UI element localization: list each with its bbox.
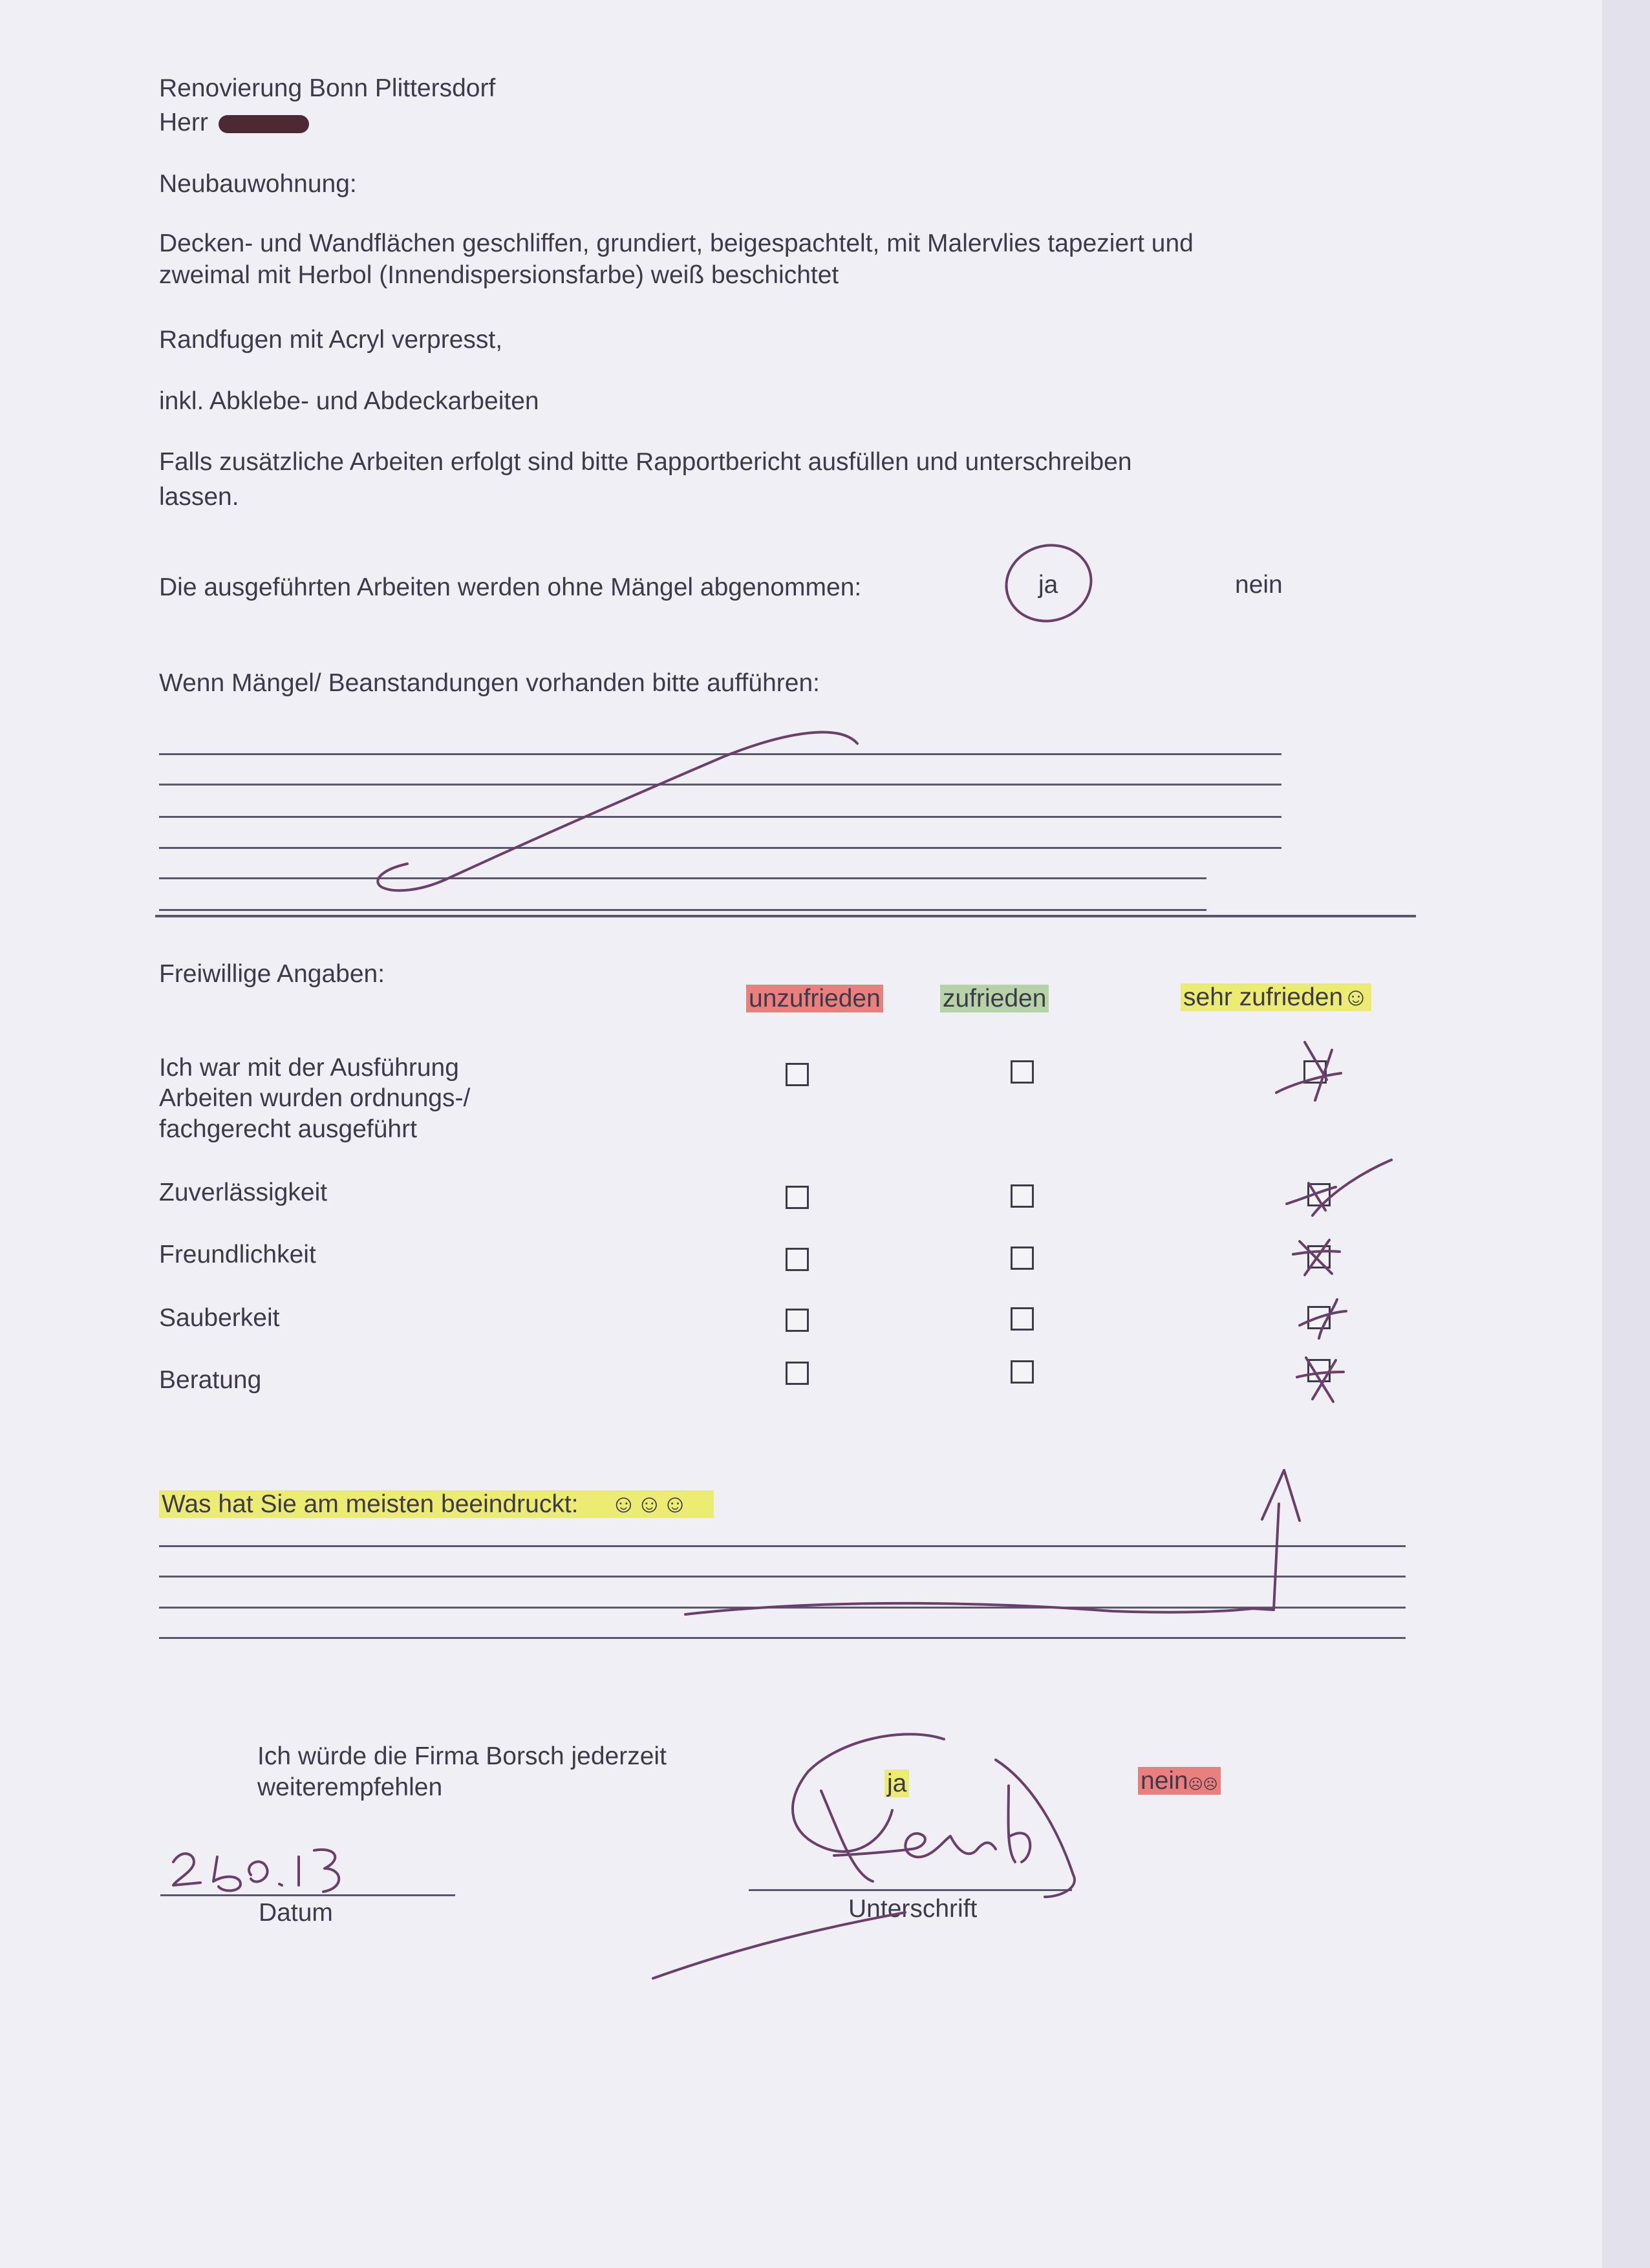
rating-heading: Freiwillige Angaben:	[159, 960, 385, 988]
acceptance-question: Die ausgeführten Arbeiten werden ohne Mängel abgenommen:	[159, 573, 862, 601]
scope-extra-line2: lassen.	[159, 483, 239, 511]
signature-line[interactable]	[749, 1889, 1072, 1891]
arrow-up-stroke	[685, 1470, 1300, 1614]
acceptance-no-option[interactable]: nein	[1235, 571, 1283, 599]
check-mark-2	[1287, 1160, 1391, 1215]
impression-line-1[interactable]	[159, 1545, 1406, 1547]
rating-col-zufrieden	[940, 981, 1049, 1016]
checkbox-ausfuehrung-zufrieden[interactable]	[1011, 1060, 1034, 1084]
smiley-icons: ☺☺☺	[610, 1490, 688, 1518]
project-title: Renovierung Bonn Plittersdorf	[159, 74, 496, 102]
defects-line-6[interactable]	[159, 909, 1206, 911]
impression-line-2[interactable]	[159, 1576, 1406, 1578]
defects-prompt: Wenn Mängel/ Beanstandungen vorhanden bitte aufführen:	[159, 669, 820, 697]
rating-row-label-ausfuehrung-2: Arbeiten wurden ordnungs-/	[159, 1084, 471, 1112]
checkbox-zuverlaessigkeit-zufrieden[interactable]	[1011, 1184, 1034, 1208]
checkbox-zuverlaessigkeit-unzufrieden[interactable]	[786, 1186, 809, 1209]
scope-joints: Randfugen mit Acryl verpresst,	[159, 326, 503, 354]
recommend-line1: Ich würde die Firma Borsch jederzeit	[257, 1742, 667, 1770]
checkbox-beratung-zufrieden[interactable]	[1011, 1360, 1034, 1384]
rating-col-unzufrieden-label: unzufrieden	[746, 985, 883, 1012]
rating-row-label-zuverlaessigkeit: Zuverlässigkeit	[159, 1179, 328, 1206]
recommend-yes-option[interactable]	[884, 1766, 909, 1801]
scope-heading: Neubauwohnung:	[159, 170, 357, 198]
rating-col-unzufrieden	[746, 981, 883, 1016]
rating-row-label-ausfuehrung-3: fachgerecht ausgeführt	[159, 1115, 417, 1143]
scope-work-line1: Decken- und Wandflächen geschliffen, grundiert, beigespachtelt, mit Malervlies tapeziert und	[159, 230, 1194, 257]
impression-line-4[interactable]	[159, 1637, 1406, 1639]
scope-masking: inkl. Abklebe- und Abdeckarbeiten	[159, 387, 539, 415]
acceptance-yes-option[interactable]: ja	[1038, 571, 1058, 599]
rating-col-sehr-zufrieden	[1181, 980, 1371, 1015]
rating-col-zufrieden-label: zufrieden	[940, 985, 1049, 1012]
signature-label: Unterschrift	[848, 1895, 978, 1923]
defects-line-5[interactable]	[159, 877, 1206, 879]
checkbox-beratung-unzufrieden[interactable]	[786, 1362, 809, 1385]
date-handwriting	[173, 1850, 339, 1892]
recommend-yes-label: ja	[884, 1770, 909, 1797]
rating-col-sehr-zufrieden-label: sehr zufrieden☺	[1181, 983, 1371, 1011]
impression-line-3[interactable]	[159, 1607, 1406, 1609]
checkbox-freundlichkeit-sehr-zufrieden[interactable]	[1307, 1245, 1331, 1268]
signature-scribble	[653, 1734, 1075, 1978]
checkbox-zuverlaessigkeit-sehr-zufrieden[interactable]	[1307, 1183, 1331, 1206]
scan-edge	[1602, 0, 1650, 2268]
checkbox-sauberkeit-sehr-zufrieden[interactable]	[1307, 1306, 1331, 1329]
defects-strike-stroke	[378, 733, 857, 891]
rating-row-label-sauberkeit: Sauberkeit	[159, 1304, 280, 1332]
scope-extra-line1: Falls zusätzliche Arbeiten erfolgt sind bitte Rapportbericht ausfüllen und unterschreiben	[159, 448, 1132, 476]
defects-line-4[interactable]	[159, 847, 1281, 849]
defects-line-3[interactable]	[159, 816, 1281, 818]
date-label: Datum	[259, 1899, 333, 1927]
customer-prefix: Herr	[159, 109, 208, 136]
scope-work-line2: zweimal mit Herbol (Innendispersionsfarbe) weiß beschichtet	[159, 261, 839, 289]
rating-row-label-freundlichkeit: Freundlichkeit	[159, 1241, 316, 1268]
recommend-line2: weiterempfehlen	[257, 1773, 443, 1801]
section-divider	[155, 915, 1416, 917]
checkbox-ausfuehrung-sehr-zufrieden[interactable]	[1303, 1060, 1327, 1084]
defects-line-2[interactable]	[159, 784, 1281, 786]
rating-row-label-beratung: Beratung	[159, 1366, 262, 1394]
impression-prompt-text: Was hat Sie am meisten beeindruckt:	[162, 1490, 579, 1518]
checkbox-ausfuehrung-unzufrieden[interactable]	[786, 1063, 809, 1086]
recommend-no-text: nein	[1141, 1767, 1188, 1795]
impression-prompt-row	[159, 1487, 714, 1522]
defects-line-1[interactable]	[159, 753, 1281, 755]
checkbox-sauberkeit-zufrieden[interactable]	[1011, 1307, 1034, 1331]
redacted-customer-name	[219, 115, 309, 133]
recommend-no-label	[1138, 1767, 1221, 1795]
checkbox-sauberkeit-unzufrieden[interactable]	[786, 1309, 809, 1332]
rating-row-label-ausfuehrung-1: Ich war mit der Ausführung	[159, 1054, 459, 1082]
impression-prompt	[159, 1490, 714, 1518]
checkbox-freundlichkeit-unzufrieden[interactable]	[786, 1248, 809, 1271]
checkbox-beratung-sehr-zufrieden[interactable]	[1307, 1359, 1331, 1382]
sad-face-icons: ☹☹	[1188, 1776, 1218, 1792]
recommend-no-option[interactable]	[1138, 1764, 1221, 1802]
checkbox-freundlichkeit-zufrieden[interactable]	[1011, 1246, 1034, 1270]
